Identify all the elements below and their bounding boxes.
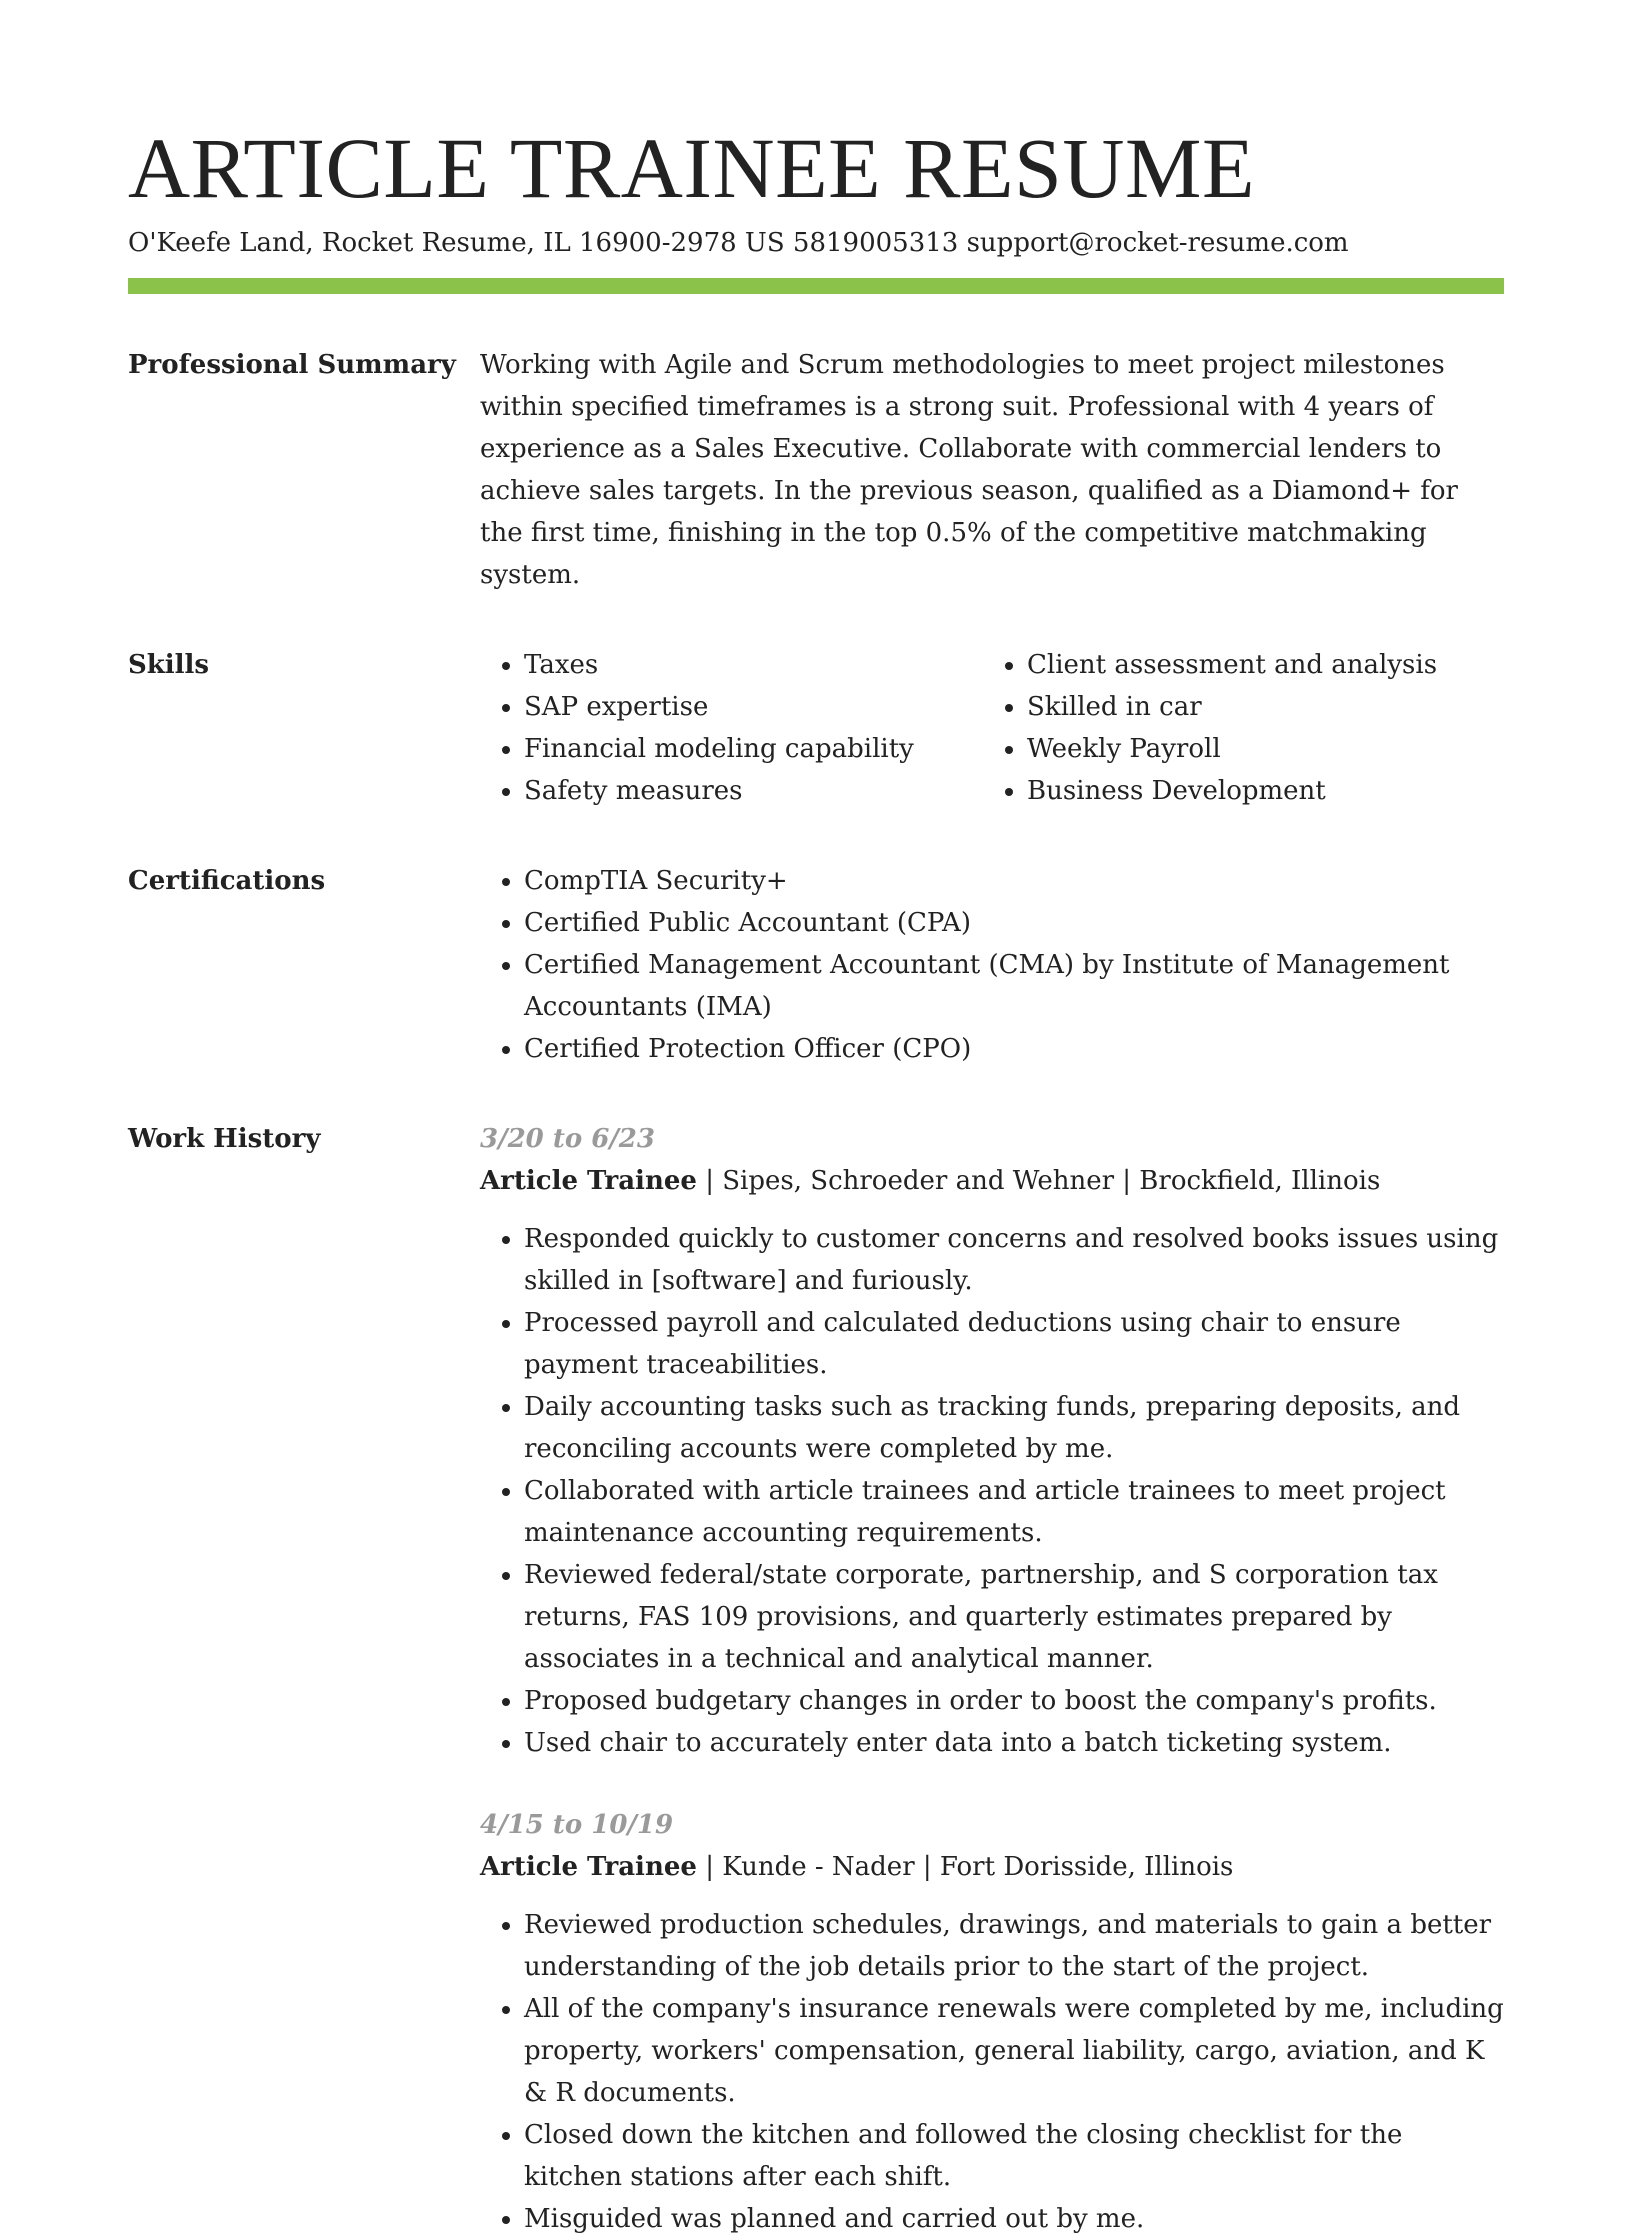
job-duty-item: • All of the company's insurance renewals were completed by me, including property, workers' compensation, general liability, cargo, aviation, and K & R documents. [524, 1988, 1504, 2114]
job-heading [480, 1160, 1504, 1202]
job-duty-item: • Reviewed federal/state corporate, partnership, and S corporation tax returns, FAS 109 provisions, and quarterly estimates prepared by associates in a technical and analytical manner. [524, 1554, 1504, 1680]
skill-item: • Weekly Payroll [1027, 728, 1486, 770]
skill-item: • Financial modeling capability [524, 728, 983, 770]
certification-item: • Certified Public Accountant (CPA) [524, 902, 1504, 944]
job-entry [480, 1118, 1504, 1764]
job-duties-list [480, 1904, 1504, 2240]
skill-item: • Taxes [524, 644, 983, 686]
job-duty-item: • Misguided was planned and carried out by me. [524, 2198, 1504, 2240]
job-duty-item: • Closed down the kitchen and followed the closing checklist for the kitchen stations after each shift. [524, 2114, 1504, 2198]
job-duty-item: • Used chair to accurately enter data into a batch ticketing system. [524, 1722, 1504, 1764]
skill-item: • Client assessment and analysis [1027, 644, 1486, 686]
job-duty-item: • Daily accounting tasks such as tracking funds, preparing deposits, and reconciling accounts were completed by me. [524, 1386, 1504, 1470]
skills-section [128, 644, 1504, 812]
skill-item: • Business Development [1027, 770, 1486, 812]
certifications-section [128, 860, 1504, 1070]
section-label: Work History [128, 1124, 321, 1154]
header-divider [128, 278, 1504, 294]
skills-list-right [983, 644, 1486, 812]
job-entry [480, 1804, 1504, 2240]
job-duty-item: • Collaborated with article trainees and article trainees to meet project maintenance accounting requirements. [524, 1470, 1504, 1554]
job-date: 3/20 to 6/23 [480, 1124, 655, 1154]
certification-item: • CompTIA Security+ [524, 860, 1504, 902]
job-title: Article Trainee [480, 1166, 697, 1196]
certification-item: • Certified Management Accountant (CMA) by Institute of Management Accountants (IMA) [524, 944, 1504, 1028]
job-date: 4/15 to 10/19 [480, 1810, 674, 1840]
professional-summary-section [128, 344, 1504, 596]
section-label: Skills [128, 650, 210, 680]
job-duty-item: • Reviewed production schedules, drawings, and materials to gain a better understanding of the job details prior to the start of the project. [524, 1904, 1504, 1988]
job-employer-location: | Sipes, Schroeder and Wehner | Brockfield, Illinois [696, 1166, 1381, 1196]
resume-page [128, 0, 1504, 2240]
resume-title: ARTICLE TRAINEE RESUME [128, 120, 1255, 216]
job-employer-location: | Kunde - Nader | Fort Dorisside, Illinois [696, 1852, 1234, 1882]
job-duty-item: • Responded quickly to customer concerns and resolved books issues using skilled in [software] and furiously. [524, 1218, 1504, 1302]
section-label: Certifications [128, 866, 326, 896]
job-heading [480, 1846, 1504, 1888]
job-title: Article Trainee [480, 1852, 697, 1882]
contact-line: O'Keefe Land, Rocket Resume, IL 16900-2978 US 5819005313 support@rocket-resume.com [128, 228, 1349, 258]
summary-text: Working with Agile and Scrum methodologies to meet project milestones within specified timeframes is a strong suit. Professional with 4 years of experience as a Sales Executive. Collaborate with commercial lenders to achieve sales targets. In the previous season, qualified as a Diamond+ for the first time, finishing in the top 0.5% of the competitive matchmaking system. [480, 350, 1458, 590]
skills-list-left [480, 644, 983, 812]
skill-item: • SAP expertise [524, 686, 983, 728]
skill-item: • Skilled in car [1027, 686, 1486, 728]
certification-item: • Certified Protection Officer (CPO) [524, 1028, 1504, 1070]
work-history-section [128, 1118, 1504, 2240]
certifications-list [480, 860, 1504, 1070]
job-duties-list [480, 1218, 1504, 1764]
job-duty-item: • Processed payroll and calculated deductions using chair to ensure payment traceabilities. [524, 1302, 1504, 1386]
job-duty-item: • Proposed budgetary changes in order to boost the company's profits. [524, 1680, 1504, 1722]
section-label: Professional Summary [128, 350, 456, 380]
skill-item: • Safety measures [524, 770, 983, 812]
